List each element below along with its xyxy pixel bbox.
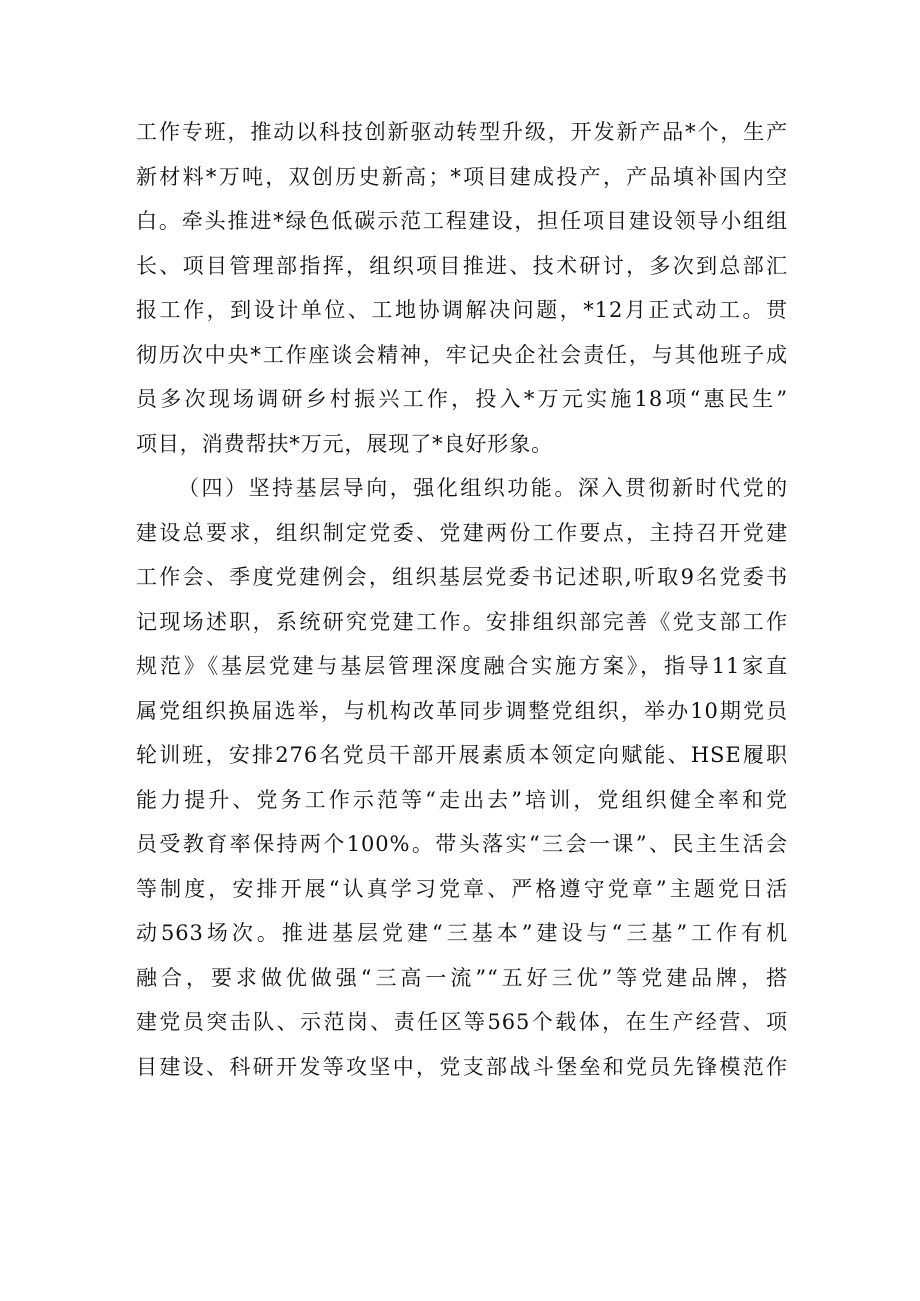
text-line: 项目，消费帮扶*万元，展现了*良好形象。 (136, 431, 553, 456)
text-line: 轮训班，安排276名党员干部开展素质本领定向赋能、HSE履职 (136, 743, 789, 767)
text-line: 报工作，到设计单位、工地协调解决问题，*12月正式动工。贯 (136, 298, 788, 322)
text-line: 工作会、季度党建例会，组织基层党委书记述职,听取9名党委书 (136, 565, 788, 589)
text-line: 目建设、科研开发等攻坚中，党支部战斗堡垒和党员先锋模范作 (136, 1054, 788, 1079)
text-line: 员多次现场调研乡村振兴工作，投入*万元实施18项“惠民生” (136, 387, 788, 411)
text-line: 等制度，安排开展“认真学习党章、严格遵守党章”主题党日活 (136, 876, 788, 901)
text-line: 建设总要求，组织制定党委、党建两份工作要点，主持召开党建 (136, 520, 788, 545)
text-line: 建党员突击队、示范岗、责任区等565个载体，在生产经营、项 (136, 1010, 788, 1034)
text-line: 规范》《基层党建与基层管理深度融合实施方案》，指导11家直 (136, 654, 788, 678)
text-line: 属党组织换届选举，与机构改革同步调整党组织，举办10期党员 (136, 698, 788, 723)
paragraph-project-work (136, 110, 788, 466)
text-line: 长、项目管理部指挥，组织项目推进、技术研讨，多次到总部汇 (136, 253, 788, 278)
paragraph-grassroots-organization (136, 466, 788, 1089)
text-line: 彻历次中央*工作座谈会精神，牢记央企社会责任，与其他班子成 (136, 342, 788, 367)
text-line: （四）坚持基层导向，强化组织功能。深入贯彻新时代党的 (178, 476, 788, 500)
text-line: 记现场述职，系统研究党建工作。安排组织部完善《党支部工作 (136, 609, 788, 634)
text-line: 融合，要求做优做强“三高一流”“五好三优”等党建品牌，搭 (136, 965, 788, 990)
text-line: 员受教育率保持两个100%。带头落实“三会一课”、民主生活会 (136, 832, 788, 856)
document-body (136, 110, 788, 1089)
text-line: 工作专班，推动以科技创新驱动转型升级，开发新产品*个，生产 (136, 120, 788, 144)
text-line: 动563场次。推进基层党建“三基本”建设与“三基”工作有机 (136, 921, 788, 945)
text-line: 新材料*万吨，双创历史新高；*项目建成投产，产品填补国内空 (136, 164, 788, 189)
text-line: 白。牵头推进*绿色低碳示范工程建设，担任项目建设领导小组组 (136, 209, 788, 233)
text-line: 能力提升、党务工作示范等“走出去”培训，党组织健全率和党 (136, 787, 788, 812)
